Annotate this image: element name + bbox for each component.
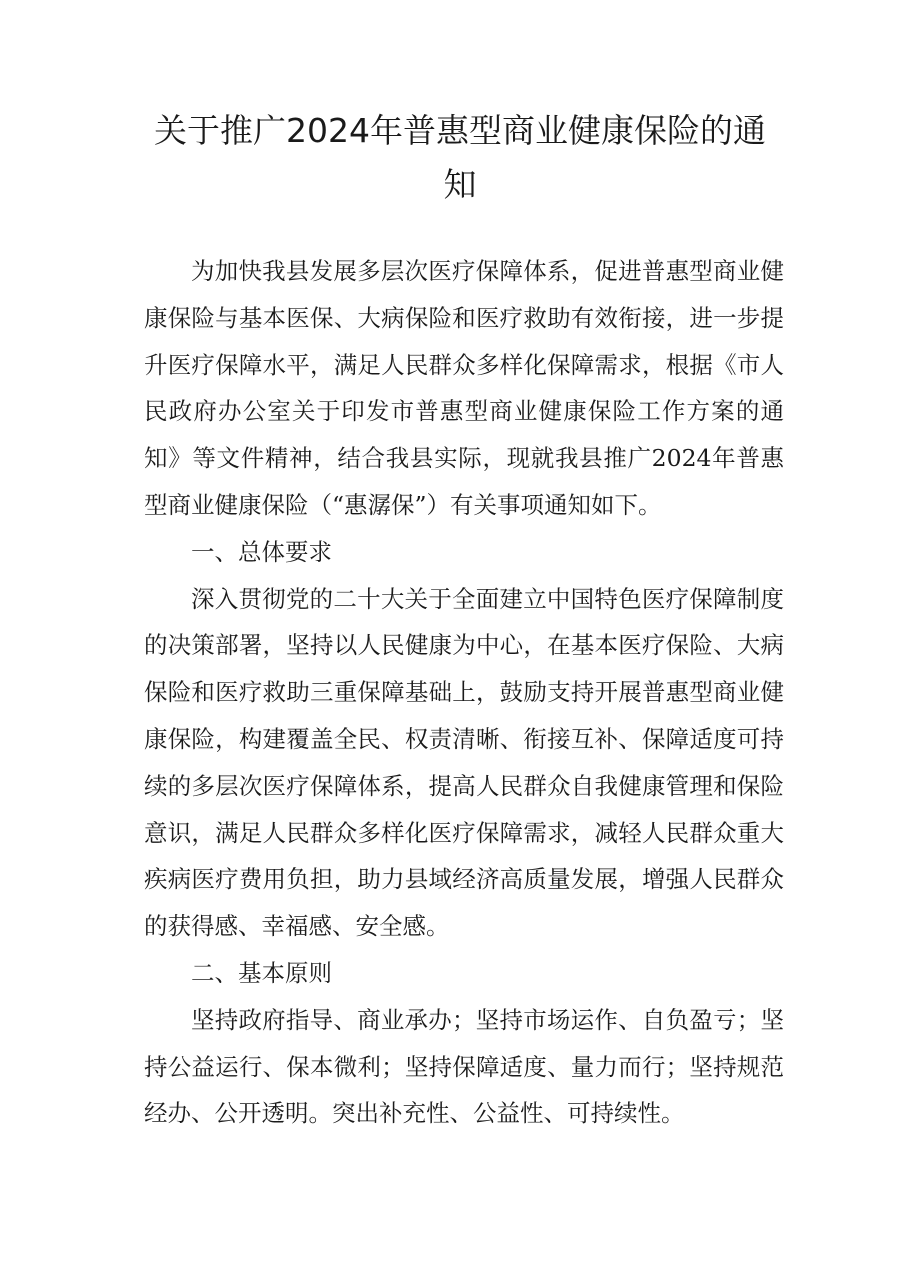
document-title: 关于推广2024年普惠型商业健康保险的通知 <box>154 111 766 204</box>
section-heading-general-requirements: 一、总体要求 <box>191 537 332 566</box>
paragraph-basic-principles: 坚持政府指导、商业承办；坚持市场运作、自负盈亏；坚持公益运行、保本微利；坚持保障适度、量力而行；坚持规范经办、公开透明。突出补充性、公益性、可持续性。 <box>144 1005 784 1128</box>
section-heading-basic-principles: 二、基本原则 <box>191 958 332 987</box>
document-body <box>144 248 784 1137</box>
paragraph-intro: 为加快我县发展多层次医疗保障体系，促进普惠型商业健康保险与基本医保、大病保险和医疗救助有效衔接，进一步提升医疗保障水平，满足人民群众多样化保障需求，根据《市人民政府办公室关于印发市普惠型商业健康保险工作方案的通知》等文件精神，结合我县实际，现就我县推广2024年普惠型商业健康保险（“惠潺保”）有关事项通知如下。 <box>144 257 784 519</box>
paragraph-general-requirements: 深入贯彻党的二十大关于全面建立中国特色医疗保障制度的决策部署，坚持以人民健康为中心，在基本医疗保险、大病保险和医疗救助三重保障基础上，鼓励支持开展普惠型商业健康保险，构建覆盖全民、权责清晰、衔接互补、保障适度可持续的多层次医疗保障体系，提高人民群众自我健康管理和保险意识，满足人民群众多样化医疗保障需求，减轻人民群众重大疾病医疗费用负担，助力县域经济高质量发展，增强人民群众的获得感、幸福感、安全感。 <box>144 584 784 941</box>
